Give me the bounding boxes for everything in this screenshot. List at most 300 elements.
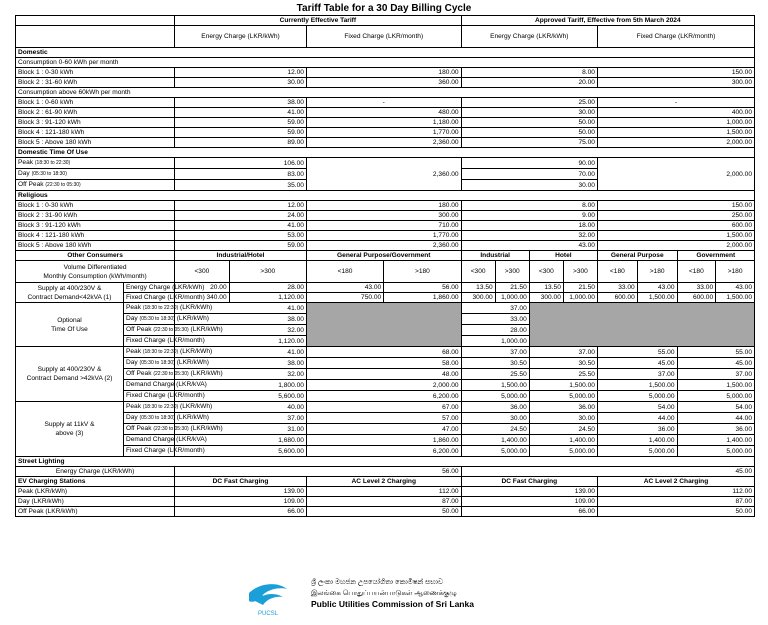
tariff-table [15, 15, 755, 517]
table-cell: 32.00 [175, 325, 307, 336]
cell-text: (18:30 to 22:30) [34, 160, 71, 166]
table-cell: 13.50 [461, 283, 495, 293]
table-cell: 31.00 [175, 424, 307, 435]
cell-text: Peak [18, 159, 34, 166]
table-cell: 24.50 [461, 424, 529, 435]
cell-text: Optional [57, 316, 82, 324]
table-cell: >300 [495, 261, 529, 283]
table-cell: Block 1 : 0-30 kWh [16, 68, 175, 78]
table-cell: 36.00 [597, 424, 677, 435]
table-cell: <300 [175, 261, 230, 283]
cell-text: above (3) [55, 430, 84, 437]
table-row [16, 391, 755, 402]
table-cell: Off Peak (LKR/kWh) [16, 507, 175, 517]
table-cell: 1,680.00 [175, 435, 307, 446]
table-cell: 1,120.00 [175, 336, 307, 347]
table-cell: 1,000.00 [461, 336, 529, 347]
table-cell: 21.50 [563, 283, 597, 293]
table-cell: Block 2 : 31-90 kWh [16, 211, 175, 221]
table-cell: 59.00 [175, 128, 307, 138]
table-cell: 50.00 [597, 507, 754, 517]
table-cell [123, 303, 213, 314]
table-cell: 48.00 [306, 369, 461, 380]
table-cell: 40.00 [175, 402, 307, 413]
table-cell: 37.00 [461, 347, 529, 358]
table-cell: 43.00 [306, 283, 383, 293]
table-cell: 2,000.00 [597, 158, 754, 191]
table-cell: 38.00 [175, 98, 307, 108]
cell-text: (LKR/kWh) [180, 348, 213, 355]
table-row [16, 251, 755, 261]
table-cell: Block 4 : 121-180 kWh [16, 231, 175, 241]
table-row [16, 435, 755, 446]
table-cell: 20.00 [461, 78, 597, 88]
table-cell: 36.00 [529, 402, 597, 413]
table-cell: 6,200.00 [306, 446, 461, 457]
table-cell: Energy Charge (LKR/kWh) [16, 467, 175, 477]
cell-text: (LKR/kWh) [190, 326, 223, 333]
cell-text: Off Peak [125, 370, 152, 377]
cell-text: Day [18, 170, 30, 177]
table-cell: 1,500.00 [461, 380, 529, 391]
table-cell: 33.00 [461, 314, 529, 325]
table-cell: 33.00 [597, 283, 637, 293]
table-cell: AC Level 2 Charging [306, 477, 461, 487]
table-cell: Consumption above 60kWh per month [16, 88, 755, 98]
table-row [16, 303, 755, 314]
table-cell: 59.00 [175, 118, 307, 128]
table-cell: 21.50 [495, 283, 529, 293]
table-row [16, 158, 755, 169]
table-cell: Hotel [529, 251, 597, 261]
table-cell: 1,180.00 [306, 118, 461, 128]
table-cell: 36.00 [461, 402, 529, 413]
table-cell [123, 402, 213, 413]
cell-text: Fixed Charge (LKR/month) [125, 392, 205, 399]
table-cell: 150.00 [597, 68, 754, 78]
cell-text: Off Peak [18, 181, 44, 188]
table-cell: 1,400.00 [597, 435, 677, 446]
cell-text: (18:30 to 22:30) [142, 349, 179, 355]
table-cell: 18.00 [461, 221, 597, 231]
cell-text: (05:30 to 18:30) [139, 415, 175, 421]
table-cell: Industrial [461, 251, 529, 261]
table-cell: 70.00 [461, 169, 597, 180]
cell-text: Fixed Charge (LKR/month) [125, 337, 205, 344]
table-cell: 66.00 [175, 507, 307, 517]
table-cell [123, 336, 205, 347]
table-cell: 1,770.00 [306, 231, 461, 241]
section-domestic-tou: Domestic Time Of Use [16, 148, 755, 158]
table-cell: 300.00 [529, 293, 563, 303]
table-cell: 300.00 [306, 211, 461, 221]
table-row [16, 58, 755, 68]
table-cell: 340.00 [175, 293, 230, 303]
table-row [16, 211, 755, 221]
table-row [16, 108, 755, 118]
table-cell: 8.00 [461, 201, 597, 211]
table-cell: 50.00 [461, 118, 597, 128]
cell-text: Fixed Charge (LKR/month) [125, 447, 205, 454]
table-cell: AC Level 2 Charging [597, 477, 754, 487]
table-cell [123, 358, 209, 369]
table-cell: Block 2 : 31-60 kWh [16, 78, 175, 88]
table-cell [123, 380, 207, 391]
table-cell: 32.00 [461, 231, 597, 241]
table-row [16, 148, 755, 158]
table-row [16, 467, 755, 477]
table-cell: 37.00 [461, 303, 529, 314]
table-cell: 600.00 [597, 293, 637, 303]
cell-text: (LKR/kWh) [176, 315, 209, 322]
cell-text: (22:30 to 05:30) [153, 371, 189, 377]
table-cell: 37.00 [175, 413, 307, 424]
table-cell: Energy Charge (LKR/kWh) [123, 283, 174, 293]
table-cell: 45.00 [597, 358, 677, 369]
table-cell: Fixed Charge (LKR/month) [597, 26, 754, 48]
table-row [16, 293, 755, 303]
table-cell: 30.00 [529, 413, 597, 424]
table-row [16, 283, 755, 293]
table-cell: 24.00 [175, 211, 307, 221]
cell-text: (18:30 to 22:30) [142, 305, 179, 311]
section-other-consumers: Other Consumers [16, 251, 175, 261]
table-cell: <180 [677, 261, 716, 283]
table-cell: 30.50 [461, 358, 529, 369]
table-cell: 83.00 [175, 169, 307, 180]
table-cell: 20.00 [175, 283, 230, 293]
table-cell: 28.00 [229, 283, 306, 293]
table-cell: 41.00 [175, 108, 307, 118]
table-cell [16, 180, 175, 191]
table-cell: 109.00 [175, 497, 307, 507]
cell-text: Day [125, 315, 138, 322]
table-cell: 5,000.00 [461, 446, 529, 457]
cell-text: Supply at 400/230V & [37, 366, 102, 373]
table-cell: 43.00 [461, 241, 597, 251]
table-cell: Block 3 : 91-120 kWh [16, 221, 175, 231]
table-cell: 1,860.00 [384, 293, 461, 303]
table-cell: 710.00 [306, 221, 461, 231]
table-cell: 9.00 [461, 211, 597, 221]
table-cell: <300 [461, 261, 495, 283]
table-cell: 1,500.00 [597, 128, 754, 138]
footer-sinhala: ශ්‍රී ලංකා මහජන උපයෝගිතා කොමිෂන් සභාව [311, 579, 444, 586]
table-cell: Day (LKR/kWh) [16, 497, 175, 507]
table-cell: Block 4 : 121-180 kWh [16, 128, 175, 138]
table-cell: 30.00 [461, 413, 529, 424]
table-cell: 54.00 [597, 402, 677, 413]
approved-tariff-header: Approved Tariff, Effective from 5th March 2024 [461, 16, 754, 26]
table-cell: Block 3 : 91-120 kWh [16, 118, 175, 128]
table-cell: 1,500.00 [597, 231, 754, 241]
cell-text: Demand Charge (LKR/kVA) [125, 436, 207, 443]
cell-text: (LKR/kWh) [176, 359, 209, 366]
cell-text: Off Peak [125, 425, 152, 432]
table-cell: 109.00 [461, 497, 597, 507]
table-cell: 12.00 [175, 68, 307, 78]
table-row [16, 78, 755, 88]
cell-text: Supply at 400/230V & [37, 284, 102, 292]
table-cell: Block 1 : 0-30 kWh [16, 201, 175, 211]
table-cell [123, 347, 213, 358]
table-row [16, 191, 755, 201]
table-cell: 35.00 [175, 180, 307, 191]
table-cell [123, 369, 223, 380]
table-cell [123, 446, 205, 457]
table-cell: 2,360.00 [306, 138, 461, 148]
table-cell [123, 424, 223, 435]
table-cell: 13.50 [529, 283, 563, 293]
table-row [16, 68, 755, 78]
table-cell: 44.00 [597, 413, 677, 424]
table-cell: 58.00 [306, 358, 461, 369]
table-cell: <180 [306, 261, 383, 283]
footer-english: Public Utilities Commission of Sri Lanka [311, 599, 474, 609]
cell-text: (LKR/kWh) [190, 370, 223, 377]
table-cell: DC Fast Charging [175, 477, 307, 487]
table-cell: 45.00 [461, 467, 754, 477]
cell-text: (05:30 to 18:30) [31, 171, 67, 177]
table-cell: 1,120.00 [229, 293, 306, 303]
table-cell: 300.00 [461, 293, 495, 303]
table-cell: 360.00 [306, 78, 461, 88]
table-cell: 139.00 [175, 487, 307, 497]
table-cell: Consumption 0-60 kWh per month [16, 58, 755, 68]
table-cell: 2,360.00 [306, 241, 461, 251]
table-cell: 5,600.00 [175, 446, 307, 457]
table-row [16, 369, 755, 380]
table-row [16, 507, 755, 517]
table-cell: 41.00 [175, 303, 307, 314]
table-cell: Block 1 : 0-60 kWh [16, 98, 175, 108]
table-cell: 56.00 [384, 283, 461, 293]
cell-text: Off Peak [125, 326, 152, 333]
table-row [16, 48, 755, 58]
table-row [16, 358, 755, 369]
table-cell: 30.00 [175, 78, 307, 88]
table-cell: 2,000.00 [597, 241, 754, 251]
table-row [16, 497, 755, 507]
table-row [16, 118, 755, 128]
table-row [16, 446, 755, 457]
shaded-cell [306, 303, 461, 347]
table-cell: 2,360.00 [306, 158, 461, 191]
table-cell: 43.00 [716, 283, 755, 293]
table-cell: 68.00 [306, 347, 461, 358]
table-cell: General Purpose [597, 251, 677, 261]
cell-text: Time Of Use [51, 325, 88, 333]
page-title: Tariff Table for a 30 Day Billing Cycle [296, 3, 472, 14]
table-row [16, 487, 755, 497]
table-cell: Government [677, 251, 755, 261]
table-cell: 139.00 [461, 487, 597, 497]
cell-text: (LKR/kWh) [180, 403, 213, 410]
section-domestic: Domestic [16, 48, 755, 58]
table-cell: 5,000.00 [461, 391, 529, 402]
table-cell: 2,000.00 [306, 380, 461, 391]
cell-text: Contract Demand >42kVA (2) [26, 375, 113, 382]
table-cell: 25.50 [529, 369, 597, 380]
table-row [16, 402, 755, 413]
cell-text: Volume Differentiated [63, 263, 127, 271]
table-cell: 480.00 [306, 108, 461, 118]
table-cell: 30.50 [529, 358, 597, 369]
table-cell [16, 16, 175, 26]
table-row [16, 26, 755, 48]
shaded-cell [529, 303, 754, 347]
footer [245, 575, 545, 620]
cell-text: Supply at 11kV & [44, 421, 95, 428]
table-cell: >180 [384, 261, 461, 283]
table-cell: Peak (LKR/kWh) [16, 487, 175, 497]
table-row [16, 261, 755, 283]
table-cell: 5,000.00 [597, 391, 677, 402]
table-cell: 1,500.00 [716, 293, 755, 303]
table-cell: 6,200.00 [306, 391, 461, 402]
table-cell: 38.00 [175, 314, 307, 325]
table-cell: 87.00 [597, 497, 754, 507]
section-street-lighting: Street Lighting [16, 457, 755, 467]
table-cell: 1,000.00 [563, 293, 597, 303]
table-cell: 55.00 [597, 347, 677, 358]
table-cell: Block 5 : Above 180 kWh [16, 138, 175, 148]
table-cell: 5,000.00 [677, 391, 755, 402]
table-cell: 50.00 [461, 128, 597, 138]
table-cell: 5,000.00 [529, 391, 597, 402]
cell-text: Contract Demand<42kVA (1) [27, 293, 112, 301]
table-cell: >300 [229, 261, 306, 283]
cell-text: (22:30 to 05:30) [153, 426, 189, 432]
table-cell: 180.00 [306, 68, 461, 78]
table-cell: 300.00 [597, 78, 754, 88]
cell-text: (LKR/kWh) [180, 304, 213, 311]
table-row [16, 98, 755, 108]
table-cell: 67.00 [306, 402, 461, 413]
table-cell [16, 158, 175, 169]
table-cell: Fixed Charge (LKR/month) [123, 293, 174, 303]
table-cell [123, 391, 205, 402]
table-cell: 50.00 [306, 507, 461, 517]
table-cell: 24.50 [529, 424, 597, 435]
table-cell: 41.00 [175, 221, 307, 231]
table-row [16, 424, 755, 435]
table-cell: 2,000.00 [597, 138, 754, 148]
table-cell: 37.00 [529, 347, 597, 358]
cell-text: (22:30 to 05:30) [153, 327, 189, 333]
table-cell: 56.00 [175, 467, 461, 477]
table-cell [123, 325, 223, 336]
table-cell: >300 [563, 261, 597, 283]
table-row [16, 201, 755, 211]
logo-text: PUCSL [257, 611, 279, 617]
table-cell: 1,500.00 [677, 380, 755, 391]
cell-text: Peak [125, 348, 141, 355]
table-cell: 25.50 [461, 369, 529, 380]
table-cell: 28.00 [461, 325, 529, 336]
table-cell: 1,500.00 [529, 380, 597, 391]
table-cell: 1,400.00 [529, 435, 597, 446]
table-cell: 44.00 [677, 413, 755, 424]
table-row [16, 477, 755, 487]
table-cell: Fixed Charge (LKR/month) [306, 26, 461, 48]
table-cell: - [306, 98, 461, 108]
table-cell [16, 26, 175, 48]
table-cell: 600.00 [677, 293, 716, 303]
cell-text: (05:30 to 18:30) [139, 360, 175, 366]
cell-text: Peak [125, 304, 141, 311]
table-cell: 750.00 [306, 293, 383, 303]
table-cell: 55.00 [677, 347, 755, 358]
table-cell [123, 413, 209, 424]
table-cell: 30.00 [461, 108, 597, 118]
table-cell: 400.00 [597, 108, 754, 118]
table-cell: 5,600.00 [175, 391, 307, 402]
table-cell [16, 283, 124, 303]
table-cell: 1,500.00 [597, 380, 677, 391]
pucsl-logo [245, 579, 291, 619]
table-row [16, 380, 755, 391]
cell-text: (05:30 to 18:30) [139, 316, 175, 322]
table-cell [16, 347, 124, 402]
table-cell: 90.00 [461, 158, 597, 169]
table-cell: 180.00 [306, 201, 461, 211]
footer-tamil: இலங்கை பொதுப்பயன்பாடுகள் ஆணைக்குழு [311, 590, 457, 597]
cell-text: Day [125, 359, 138, 366]
table-cell: 59.00 [175, 241, 307, 251]
table-cell: 25.00 [461, 98, 597, 108]
table-cell: 1,000.00 [495, 293, 529, 303]
table-cell: <180 [597, 261, 637, 283]
table-row [16, 231, 755, 241]
table-cell: 66.00 [461, 507, 597, 517]
table-row [16, 138, 755, 148]
cell-text: (22:30 to 05:30) [45, 182, 81, 188]
table-cell: 37.00 [677, 369, 755, 380]
table-cell: 5,000.00 [677, 446, 755, 457]
table-cell: 32.00 [175, 369, 307, 380]
cell-text: (18:30 to 22:30) [142, 404, 179, 410]
table-cell: 5,000.00 [597, 446, 677, 457]
table-cell: DC Fast Charging [461, 477, 597, 487]
table-cell: 112.00 [597, 487, 754, 497]
table-cell: 1,860.00 [306, 435, 461, 446]
table-cell: 1,400.00 [677, 435, 755, 446]
table-cell: <300 [529, 261, 563, 283]
table-cell: 57.00 [306, 413, 461, 424]
cell-text: (LKR/kWh) [176, 414, 209, 421]
table-cell: >180 [637, 261, 677, 283]
table-cell: 1,000.00 [597, 118, 754, 128]
table-cell: 12.00 [175, 201, 307, 211]
table-cell: Block 5 : Above 180 kWh [16, 241, 175, 251]
table-cell: General Purpose/Government [306, 251, 461, 261]
table-cell: 45.00 [677, 358, 755, 369]
table-cell: 1,800.00 [175, 380, 307, 391]
cell-text: Peak [125, 403, 141, 410]
table-cell: 600.00 [597, 221, 754, 231]
table-row [16, 457, 755, 467]
cell-text: (LKR/kWh) [190, 425, 223, 432]
table-cell: 43.00 [637, 283, 677, 293]
table-cell: 8.00 [461, 68, 597, 78]
table-cell [16, 169, 175, 180]
table-cell: 41.00 [175, 347, 307, 358]
cell-text: Day [125, 414, 138, 421]
table-cell: 150.00 [597, 201, 754, 211]
table-cell: 30.00 [461, 180, 597, 191]
table-row [16, 413, 755, 424]
